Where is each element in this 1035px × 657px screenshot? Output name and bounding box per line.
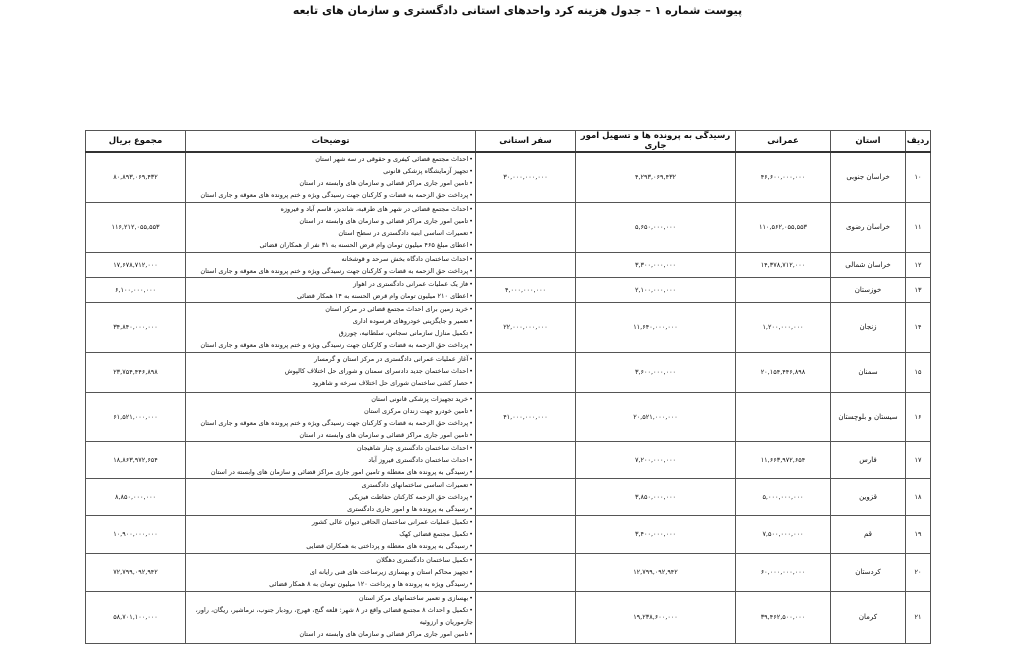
- description-item: • تکمیل عملیات عمرانی ساختمان الحاقی دیوان عالی کشور: [186, 516, 473, 528]
- description-item: • فاز یک عملیات عمرانی دادگستری در اهواز: [186, 278, 473, 290]
- description-cell: [186, 202, 476, 252]
- province-cell: خراسان شمالی: [831, 252, 906, 277]
- total-cell: ۱۷,۶۷۸,۷۱۲,۰۰۰: [86, 252, 186, 277]
- description-item: • اعطای ۲۱۰ میلیون تومان وام قرض الحسنه به ۱۴ همکار قضائی: [186, 290, 473, 302]
- trip-cell: ۲۲,۰۰۰,۰۰۰,۰۰۰: [476, 302, 576, 352]
- trip-cell: ۴۱,۰۰۰,۰۰۰,۰۰۰: [476, 392, 576, 441]
- row-number-cell: ۲۰: [906, 553, 931, 591]
- description-cell: [186, 441, 476, 478]
- description-item: • پرداخت حق الزحمه به قضات و کارکنان جهت رسیدگی ویژه و ختم پرونده های معوقه و جاری استان: [186, 189, 473, 201]
- description-item: • احداث ساختمان دادگاه بخش سرحد و قوشخانه: [186, 253, 473, 265]
- construction-cell: ۳۹,۴۶۲,۵۰۰,۰۰۰: [736, 591, 831, 643]
- total-cell: ۸۰,۸۹۳,۰۶۹,۴۳۲: [86, 152, 186, 202]
- table-row: [86, 392, 931, 441]
- description-item: • احداث مجتمع قضائی کیفری و حقوقی در سه شهر استان: [186, 153, 473, 165]
- table-row: [86, 478, 931, 515]
- table-row: [86, 441, 931, 478]
- table-row: [86, 252, 931, 277]
- description-item: • احداث ساختمان جدید دادسرای سمنان و شورای حل اختلاف کالپوش: [186, 365, 473, 377]
- header-construction: عمرانی: [736, 131, 831, 153]
- row-number-cell: ۲۱: [906, 591, 931, 643]
- processing-cell: ۷,۲۰۰,۰۰۰,۰۰۰: [576, 441, 736, 478]
- header-row-number: ردیف: [906, 131, 931, 153]
- description-item: • تعمیر و جایگزینی خودروهای فرسوده اداری: [186, 315, 473, 327]
- table-row: [86, 202, 931, 252]
- description-item: • خرید تجهیزات پزشکی قانونی استان: [186, 393, 473, 405]
- description-item: • بهسازی و تعمیر ساختمانهای مرکز استان: [186, 592, 473, 604]
- table-row: [86, 277, 931, 302]
- description-item: • تکمیل و احداث ۸ مجتمع قضائی واقع در ۸ شهر: قلعه گنج، فهرج، رودبار جنوب، نرماشیر، ریگان، راور، جازموریان و ارزوئیه: [186, 604, 473, 628]
- trip-cell: ۳۰,۰۰۰,۰۰۰,۰۰۰: [476, 152, 576, 202]
- description-item: • اعطای مبلغ ۴۶۵ میلیون تومان وام قرض الحسنه به ۳۱ نفر از همکاران قضائی: [186, 239, 473, 251]
- processing-cell: ۲,۱۰۰,۰۰۰,۰۰۰: [576, 277, 736, 302]
- total-cell: ۱۸,۸۶۳,۹۷۲,۶۵۴: [86, 441, 186, 478]
- description-item: • پرداخت حق الزحمه کارکنان حفاظت فیزیکی: [186, 491, 473, 503]
- total-cell: ۸,۸۵۰,۰۰۰,۰۰۰: [86, 478, 186, 515]
- description-cell: [186, 515, 476, 553]
- header-trip: سفر استانی: [476, 131, 576, 153]
- description-item: • رسیدگی به پرونده های معطله و تامین امور جاری مراکز قضائی و سازمان های وابسته در استان: [186, 466, 473, 478]
- trip-cell: [476, 352, 576, 392]
- construction-cell: ۱۱۰,۵۶۲,۰۵۵,۵۵۳: [736, 202, 831, 252]
- description-item: • رسیدگی ویژه به پرونده ها و پرداخت ۱۲۰ میلیون تومان به ۸ همکار قضائی: [186, 578, 473, 590]
- description-item: • تکمیل مجتمع قضائی کهک: [186, 528, 473, 540]
- total-cell: ۱۱۶,۲۱۲,۰۵۵,۵۵۳: [86, 202, 186, 252]
- description-cell: [186, 591, 476, 643]
- province-cell: قم: [831, 515, 906, 553]
- description-item: • خرید زمین برای احداث مجتمع قضائی در مرکز استان: [186, 303, 473, 315]
- row-number-cell: ۱۳: [906, 277, 931, 302]
- processing-cell: ۵,۶۵۰,۰۰۰,۰۰۰: [576, 202, 736, 252]
- province-cell: خراسان رضوی: [831, 202, 906, 252]
- processing-cell: ۱۲,۷۹۹,۰۹۲,۹۴۲: [576, 553, 736, 591]
- header-description: توضیحات: [186, 131, 476, 153]
- trip-cell: [476, 441, 576, 478]
- total-cell: ۶۱,۵۲۱,۰۰۰,۰۰۰: [86, 392, 186, 441]
- processing-cell: ۲۰,۵۲۱,۰۰۰,۰۰۰: [576, 392, 736, 441]
- construction-cell: [736, 277, 831, 302]
- table-row: [86, 302, 931, 352]
- table-body: [86, 152, 931, 643]
- description-cell: [186, 478, 476, 515]
- construction-cell: ۱۱,۶۶۳,۹۷۲,۶۵۴: [736, 441, 831, 478]
- description-cell: [186, 277, 476, 302]
- construction-cell: ۲۰,۱۵۴,۴۴۶,۸۹۸: [736, 352, 831, 392]
- table-row: [86, 515, 931, 553]
- header-province: استان: [831, 131, 906, 153]
- total-cell: ۲۳,۷۵۴,۴۴۶,۸۹۸: [86, 352, 186, 392]
- description-item: • احداث ساختمان دادگستری فیروز آباد: [186, 454, 473, 466]
- description-item: • پرداخت حق الزحمه به قضات و کارکنان جهت رسیدگی ویژه و ختم پرونده های معوقه و جاری استان: [186, 339, 473, 351]
- row-number-cell: ۱۴: [906, 302, 931, 352]
- description-item: • احداث مجتمع قضائی در شهر های طرقبه، شاندیز، قاسم آباد و فیروزه: [186, 203, 473, 215]
- description-cell: [186, 553, 476, 591]
- construction-cell: ۶۰,۰۰۰,۰۰۰,۰۰۰: [736, 553, 831, 591]
- province-cell: سیستان و بلوچستان: [831, 392, 906, 441]
- trip-cell: [476, 591, 576, 643]
- description-item: • تکمیل ساختمان دادگستری دهگلان: [186, 554, 473, 566]
- construction-cell: ۴۶,۶۰۰,۰۰۰,۰۰۰: [736, 152, 831, 202]
- description-item: • تعمیرات اساسی ساختمانهای دادگستری: [186, 479, 473, 491]
- processing-cell: ۳,۴۰۰,۰۰۰,۰۰۰: [576, 515, 736, 553]
- description-item: • تامین خودرو جهت زندان مرکزی استان: [186, 405, 473, 417]
- total-cell: ۶,۱۰۰,۰۰۰,۰۰۰: [86, 277, 186, 302]
- construction-cell: [736, 392, 831, 441]
- processing-cell: ۱۹,۲۳۸,۶۰۰,۰۰۰: [576, 591, 736, 643]
- table-row: [86, 352, 931, 392]
- table-row: [86, 553, 931, 591]
- province-cell: کردستان: [831, 553, 906, 591]
- province-cell: سمنان: [831, 352, 906, 392]
- total-cell: ۷۲,۷۹۹,۰۹۲,۹۴۲: [86, 553, 186, 591]
- description-cell: [186, 352, 476, 392]
- province-cell: قزوین: [831, 478, 906, 515]
- total-cell: ۳۴,۸۴۰,۰۰۰,۰۰۰: [86, 302, 186, 352]
- description-item: • پرداخت حق الزحمه به قضات و کارکنان جهت رسیدگی ویژه و ختم پرونده های معوقه و جاری استان: [186, 265, 473, 277]
- province-cell: زنجان: [831, 302, 906, 352]
- processing-cell: ۳,۶۰۰,۰۰۰,۰۰۰: [576, 352, 736, 392]
- construction-cell: ۷,۵۰۰,۰۰۰,۰۰۰: [736, 515, 831, 553]
- province-cell: خراسان جنوبی: [831, 152, 906, 202]
- processing-cell: ۴,۲۹۳,۰۶۹,۴۳۲: [576, 152, 736, 202]
- description-cell: [186, 392, 476, 441]
- row-number-cell: ۱۸: [906, 478, 931, 515]
- processing-cell: ۳,۳۰۰,۰۰۰,۰۰۰: [576, 252, 736, 277]
- row-number-cell: ۱۶: [906, 392, 931, 441]
- table-header-row: [86, 131, 931, 153]
- trip-cell: [476, 252, 576, 277]
- trip-cell: ۴,۰۰۰,۰۰۰,۰۰۰: [476, 277, 576, 302]
- province-cell: کرمان: [831, 591, 906, 643]
- description-cell: [186, 152, 476, 202]
- description-item: • تامین امور جاری مراکز قضائی و سازمان های وابسته در استان: [186, 215, 473, 227]
- province-cell: خوزستان: [831, 277, 906, 302]
- province-cell: فارس: [831, 441, 906, 478]
- description-item: • رسیدگی به پرونده های معطله و پرداختی به همکاران قضایی: [186, 540, 473, 552]
- description-item: • تجهیز آزمایشگاه پزشکی قانونی: [186, 165, 473, 177]
- description-cell: [186, 302, 476, 352]
- construction-cell: ۱,۲۰۰,۰۰۰,۰۰۰: [736, 302, 831, 352]
- row-number-cell: ۱۱: [906, 202, 931, 252]
- total-cell: ۵۸,۷۰۱,۱۰۰,۰۰۰: [86, 591, 186, 643]
- description-item: • تجهیز محاکم استان و بهسازی زیرساخت های فنی رایانه ای: [186, 566, 473, 578]
- description-item: • آغاز عملیات عمرانی دادگستری در مرکز استان و گرمسار: [186, 353, 473, 365]
- trip-cell: [476, 515, 576, 553]
- header-processing: رسیدگی به پرونده ها و تسهیل امور جاری: [576, 131, 736, 153]
- description-item: • تامین امور جاری مراکز قضائی و سازمان های وابسته در استان: [186, 628, 473, 640]
- description-item: • تعمیرات اساسی ابنیه دادگستری در سطح استان: [186, 227, 473, 239]
- row-number-cell: ۱۷: [906, 441, 931, 478]
- processing-cell: ۱۱,۶۴۰,۰۰۰,۰۰۰: [576, 302, 736, 352]
- row-number-cell: ۱۰: [906, 152, 931, 202]
- description-item: • حصار کشی ساختمان شورای حل اختلاف سرخه و شاهرود: [186, 377, 473, 389]
- header-total: مجموع بریال: [86, 131, 186, 153]
- table-row: [86, 152, 931, 202]
- description-cell: [186, 252, 476, 277]
- description-item: • رسیدگی به پرونده ها و امور جاری دادگستری: [186, 503, 473, 515]
- row-number-cell: ۱۵: [906, 352, 931, 392]
- trip-cell: [476, 478, 576, 515]
- description-item: • پرداخت حق الزحمه به قضات و کارکنان جهت رسیدگی ویژه و ختم پرونده های معوقه و جاری استان: [186, 417, 473, 429]
- trip-cell: [476, 202, 576, 252]
- row-number-cell: ۱۲: [906, 252, 931, 277]
- description-item: • تکمیل منازل سازمانی سجاس، سلطانیه، چورزق: [186, 327, 473, 339]
- total-cell: ۱۰,۹۰۰,۰۰۰,۰۰۰: [86, 515, 186, 553]
- trip-cell: [476, 553, 576, 591]
- page-title: پیوست شماره ۱ – جدول هزینه کرد واحدهای استانی دادگستری و سازمان های تابعه: [292, 4, 743, 17]
- description-item: • تامین امور جاری مراکز قضائی و سازمان های وابسته در استان: [186, 177, 473, 189]
- description-item: • احداث ساختمان دادگستری چنار شاهیجان: [186, 442, 473, 454]
- cost-table: [85, 130, 931, 644]
- row-number-cell: ۱۹: [906, 515, 931, 553]
- construction-cell: ۱۴,۳۷۸,۷۱۲,۰۰۰: [736, 252, 831, 277]
- table-row: [86, 591, 931, 643]
- description-item: • تامین امور جاری مراکز قضائی و سازمان های وابسته در استان: [186, 429, 473, 441]
- construction-cell: ۵,۰۰۰,۰۰۰,۰۰۰: [736, 478, 831, 515]
- processing-cell: ۳,۸۵۰,۰۰۰,۰۰۰: [576, 478, 736, 515]
